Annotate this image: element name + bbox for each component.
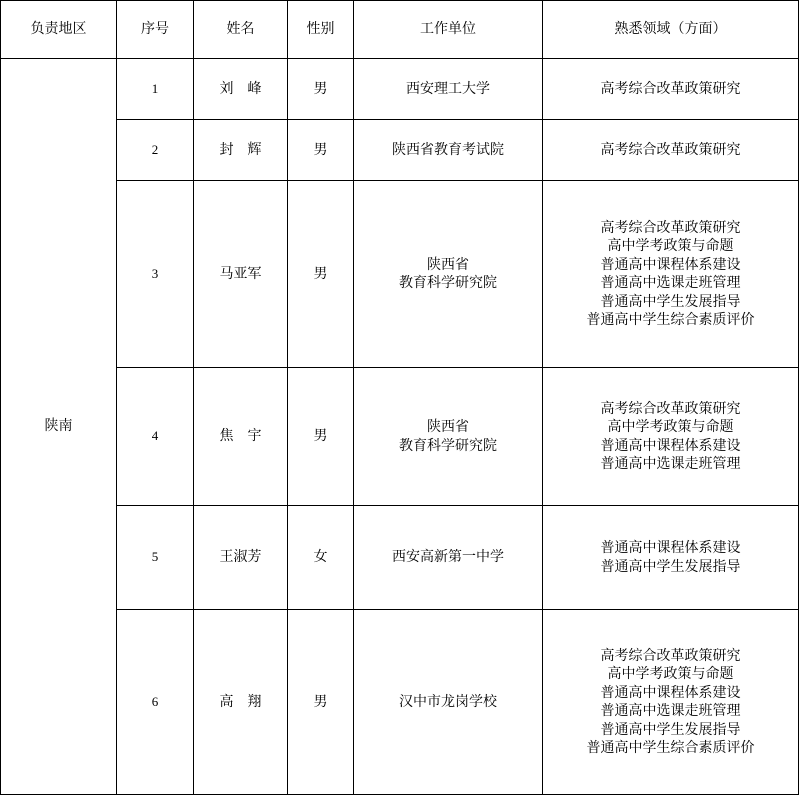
row-fields [543,181,799,368]
unit-line: 西安高新第一中学 [392,549,504,566]
row-gender: 男 [288,59,354,120]
row-gender: 男 [288,368,354,506]
row-number: 6 [117,610,194,795]
row-unit [354,181,543,368]
row-unit [354,368,543,506]
field-line: 高考综合改革政策研究 [600,80,741,97]
row-fields [543,506,799,610]
table-row [1,181,799,368]
field-line: 高考综合改革政策研究 [600,219,741,236]
field-line: 高中学考政策与命题 [607,238,734,254]
unit-line: 教育科学研究院 [399,275,497,291]
row-fields [543,368,799,506]
row-unit [354,59,543,120]
field-line: 普通高中选课走班管理 [600,275,741,291]
unit-line: 教育科学研究院 [399,437,497,454]
row-name: 封 辉 [194,120,288,181]
row-unit [354,610,543,795]
header-name: 姓名 [194,1,288,59]
field-line: 高中学考政策与命题 [607,419,734,435]
row-unit [354,506,543,610]
row-fields [543,610,799,795]
field-line: 普通高中学生综合素质评价 [586,740,755,756]
field-line: 普通高中课程体系建设 [600,256,741,273]
field-line: 高考综合改革政策研究 [600,400,741,417]
unit-line: 西安理工大学 [406,80,490,97]
table-row [1,610,799,795]
header-gender: 性别 [288,1,354,59]
row-number: 5 [117,506,194,610]
field-line: 普通高中课程体系建设 [600,684,741,701]
header-region: 负责地区 [1,1,117,59]
row-gender: 男 [288,181,354,368]
region-cell: 陕南 [1,59,117,795]
row-fields [543,120,799,181]
row-number: 3 [117,181,194,368]
row-gender: 男 [288,610,354,795]
field-line: 普通高中学生综合素质评价 [586,312,755,328]
unit-line: 陕西省 [427,256,469,273]
table-row [1,368,799,506]
row-number: 4 [117,368,194,506]
row-number: 2 [117,120,194,181]
field-line: 普通高中选课走班管理 [600,703,741,719]
row-fields [543,59,799,120]
header-row [1,1,799,59]
row-name: 刘 峰 [194,59,288,120]
table-row [1,59,799,120]
row-number: 1 [117,59,194,120]
field-line: 高考综合改革政策研究 [600,141,741,158]
table-row [1,120,799,181]
field-line: 普通高中课程体系建设 [600,437,741,454]
header-fields: 熟悉领域（方面） [543,1,799,59]
header-no: 序号 [117,1,194,59]
field-line: 普通高中学生发展指导 [600,293,741,310]
row-unit [354,120,543,181]
unit-line: 陕西省 [427,419,469,435]
unit-line: 陕西省教育考试院 [392,141,504,158]
header-unit: 工作单位 [354,1,543,59]
field-line: 普通高中选课走班管理 [600,456,741,472]
unit-line: 汉中市龙岗学校 [399,693,497,710]
row-gender: 女 [288,506,354,610]
field-line: 高考综合改革政策研究 [600,647,741,664]
row-gender: 男 [288,120,354,181]
field-line: 高中学考政策与命题 [607,666,734,682]
row-name: 高 翔 [194,610,288,795]
field-line: 普通高中学生发展指导 [600,721,741,738]
field-line: 普通高中学生发展指导 [600,558,741,575]
field-line: 普通高中课程体系建设 [600,540,741,556]
row-name: 王淑芳 [194,506,288,610]
row-name: 焦 宇 [194,368,288,506]
table-row [1,506,799,610]
row-name: 马亚军 [194,181,288,368]
